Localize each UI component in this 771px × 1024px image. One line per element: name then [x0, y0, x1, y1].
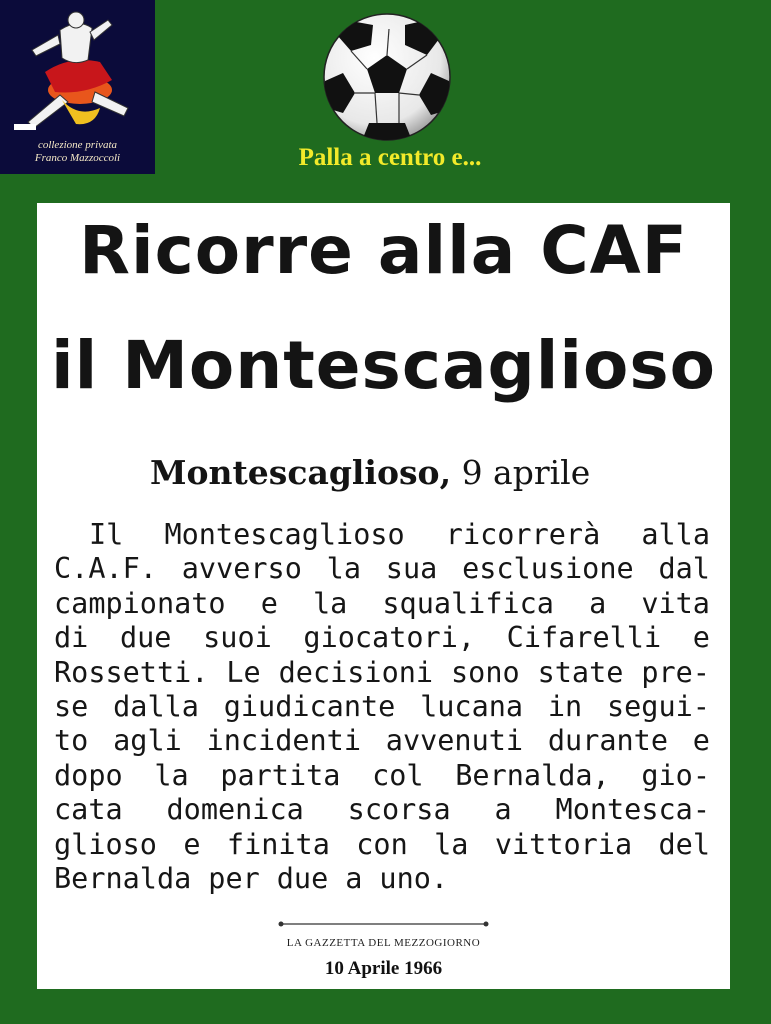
article-word: due: [276, 862, 329, 896]
article-word: e: [692, 621, 710, 655]
article-word: Il: [89, 518, 124, 551]
article-word: squalifica: [382, 586, 554, 620]
article-word: la: [326, 552, 361, 586]
article-word: giudicante: [223, 690, 396, 724]
article-word: avverso: [181, 552, 302, 586]
article-word: finita: [226, 827, 330, 861]
newspaper-name: LA GAZZETTA DEL MEZZOGIORNO: [286, 937, 481, 949]
article-line: [54, 724, 710, 758]
article-word: decisioni: [278, 655, 434, 689]
article-word: col: [372, 758, 424, 792]
article-word: per: [208, 862, 260, 896]
tagline: Palla a centro e...: [298, 144, 482, 171]
article-word: sua: [385, 552, 438, 586]
article-word: e: [260, 586, 278, 620]
article-word: giocatori,: [303, 621, 476, 655]
article-word: a: [345, 862, 363, 896]
article-line: [54, 793, 710, 827]
article-line: [54, 518, 710, 552]
article-line: [54, 587, 710, 621]
article-word: partita: [220, 758, 341, 792]
article-word: durante: [547, 724, 668, 758]
article-body: [54, 518, 710, 896]
article-word: alla: [641, 518, 710, 551]
article-word: vita: [641, 586, 710, 620]
article-word: C.A.F.: [54, 552, 157, 586]
article-word: due: [119, 621, 172, 655]
article-word: Bernalda,: [455, 758, 610, 792]
publication-date: 10 Aprile 1966: [324, 958, 443, 979]
article-word: pre-: [641, 655, 710, 689]
article-word: e: [692, 724, 710, 758]
article-word: vittoria: [494, 827, 633, 861]
article-word: ricorrerà: [445, 518, 601, 551]
article-word: uno.: [379, 862, 449, 896]
logo-caption-line2: Franco Mazzoccoli: [34, 152, 121, 164]
article-word: la: [434, 827, 469, 861]
article-word: la: [154, 758, 189, 792]
article-line: [54, 656, 710, 690]
article-word: la: [312, 586, 348, 620]
article-word: lucana: [420, 690, 524, 724]
dateline-date: 9 aprile: [461, 453, 591, 492]
article-word: Cifarelli: [506, 621, 662, 655]
dateline: [150, 453, 590, 492]
headline-line1: Ricorre alla CAF: [79, 212, 688, 289]
article-word: state: [537, 655, 624, 689]
article-word: sono: [451, 655, 520, 689]
article-word: dalla: [113, 690, 199, 724]
article-line: [54, 759, 710, 793]
article-line: [54, 862, 710, 896]
article-line: [54, 552, 710, 586]
article-word: Montescaglioso: [164, 518, 405, 551]
article-word: scorsa: [347, 793, 451, 827]
article-word: Montesca-: [555, 793, 710, 827]
article-word: segui-: [606, 690, 710, 724]
article-word: se: [54, 690, 89, 724]
article-line: [54, 621, 710, 655]
article-word: cata: [54, 793, 123, 827]
article-word: a: [494, 793, 512, 827]
newspaper-clipping: [37, 203, 730, 989]
logo-caption-line1: collezione privata: [37, 139, 118, 151]
article-word: glioso: [54, 827, 157, 861]
article-word: a: [589, 586, 607, 620]
article-word: in: [547, 690, 583, 724]
divider-ornament-icon: [277, 919, 490, 929]
dateline-place: Montescaglioso,: [150, 453, 452, 492]
article-word: domenica: [166, 793, 304, 827]
article-word: agli: [113, 724, 182, 758]
article-word: dopo: [54, 758, 123, 792]
article-word: gio-: [641, 758, 710, 792]
article-word: Le: [226, 655, 261, 689]
article-word: con: [356, 827, 408, 861]
article-word: Rossetti.: [54, 655, 209, 689]
article-word: to: [54, 724, 89, 758]
footballer-figure-icon: [0, 0, 155, 140]
headline-line2: il Montescaglioso: [51, 327, 716, 404]
article-word: dal: [658, 552, 710, 586]
article-word: Bernalda: [54, 862, 192, 896]
article-word: del: [658, 827, 710, 861]
article-word: di: [54, 621, 89, 655]
article-line: [54, 828, 710, 862]
soccer-ball-icon: [321, 11, 453, 143]
collection-logo: [0, 0, 155, 174]
article-word: campionato: [54, 586, 226, 620]
article-word: incidenti: [206, 724, 361, 758]
article-word: suoi: [203, 621, 272, 655]
article-word: esclusione: [462, 552, 634, 586]
article-word: avvenuti: [385, 724, 524, 758]
article-line: [54, 690, 710, 724]
article-word: e: [183, 827, 201, 861]
